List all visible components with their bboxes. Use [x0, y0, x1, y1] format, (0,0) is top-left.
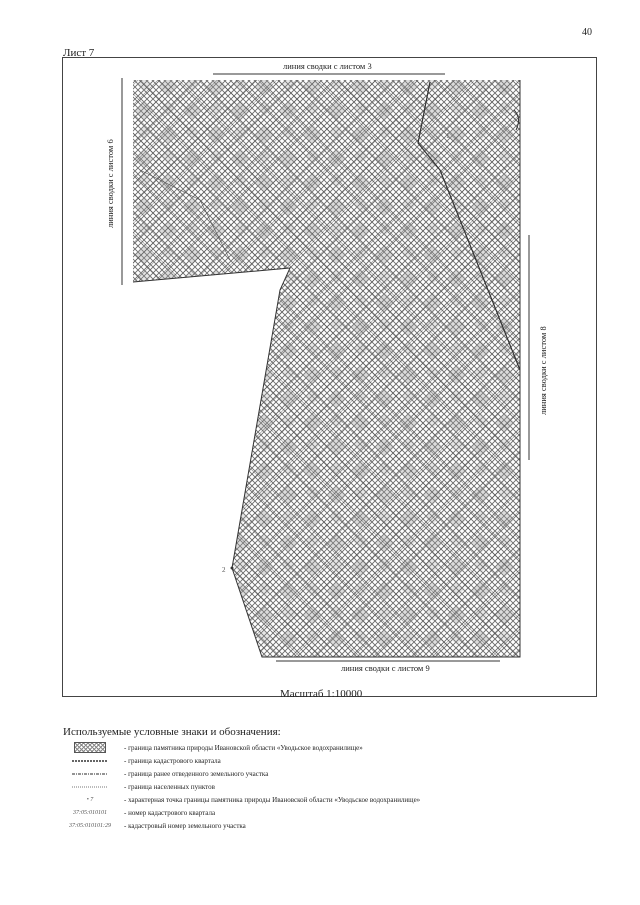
- text-sample: 37:05:010101: [73, 809, 107, 816]
- legend-item: 37:05:010101 - номер кадастрового квартала: [62, 806, 532, 819]
- join-label-bottom: линия сводки с листом 9: [341, 663, 430, 673]
- allotted-plot-line-icon: [72, 772, 108, 776]
- text-sample: 37:05:010101:29: [69, 822, 111, 829]
- sheet-title: Лист 7: [63, 47, 95, 59]
- cadastral-quarter-line-icon: [72, 759, 108, 763]
- legend-item: - граница кадастрового квартала: [62, 754, 532, 767]
- join-label-left: линия сводки с листом 6: [105, 139, 115, 228]
- legend-item: - граница ранее отведенного земельного участка: [62, 767, 532, 780]
- protected-area-polygon: [133, 80, 520, 657]
- point-label: 2: [222, 566, 226, 574]
- join-label-right: линия сводки с листом 8: [538, 326, 548, 415]
- point-icon: • 7: [86, 796, 94, 803]
- settlement-line-icon: [72, 785, 108, 789]
- legend: [62, 741, 532, 832]
- scale-label: Масштаб 1:10000: [280, 688, 363, 700]
- legend-item: - граница населенных пунктов: [62, 780, 532, 793]
- legend-item: • 7 - характерная точка границы памятника природы Ивановской области «Уводьское водохранилище»: [62, 793, 532, 806]
- legend-item: - граница памятника природы Ивановской области «Уводьское водохранилище»: [62, 741, 532, 754]
- join-label-top: линия сводки с листом 3: [283, 61, 372, 71]
- hatch-icon: [74, 742, 106, 753]
- legend-title: Используемые условные знаки и обозначения:: [63, 726, 281, 738]
- legend-item: 37:05:010101:29 - кадастровый номер земельного участка: [62, 819, 532, 832]
- point-label: 1: [446, 132, 450, 140]
- page-number: 40: [582, 27, 592, 38]
- point-marker: [231, 567, 234, 570]
